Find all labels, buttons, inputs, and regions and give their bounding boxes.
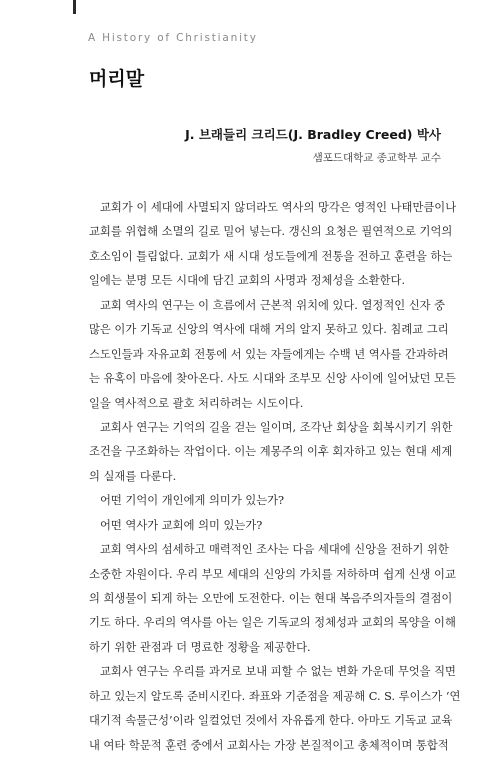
body-line: 하고 있는지 알도록 준비시킨다. 좌표와 기준점을 제공해 C. S. 루이스가 ‘연 [89, 689, 461, 703]
body-line: 는 유혹이 마음에 찾아온다. 사도 시대와 조부모 신앙 사이에 일어났던 모든 [89, 372, 456, 386]
body-line: 일을 역사적으로 괄호 처리하려는 시도이다. [89, 396, 304, 410]
body-line: 하기 위한 관점과 더 명료한 정황을 제공한다. [89, 640, 311, 654]
body-line: 어떤 기억이 개인에게 의미가 있는가? [100, 494, 285, 508]
chapter-title: 머리말 [89, 68, 145, 90]
body-line: 어떤 역사가 교회에 의미 있는가? [100, 518, 263, 532]
body-text [89, 196, 461, 758]
body-line: 교회사 연구는 기억의 길을 걷는 일이며, 조각난 회상을 회복시키기 위한 [100, 420, 453, 434]
body-line: 호소임이 틀림없다. 교회가 새 시대 성도들에게 전통을 전하고 훈련을 하는 [89, 249, 453, 263]
author-affiliation: 샘포드대학교 종교학부 교수 [312, 152, 441, 164]
body-line: 내 여타 학문적 훈련 중에서 교회사는 가장 본질적이고 총체적이며 통합적 [89, 738, 449, 752]
margin-rule [73, 0, 76, 14]
body-line: 교회사 연구는 우리를 과거로 보내 피할 수 없는 변화 가운데 무엇을 직면 [100, 665, 456, 679]
body-line: 일에는 분명 모든 시대에 담긴 교회의 사명과 정체성을 소환한다. [89, 274, 406, 288]
running-head: A History of Christianity [88, 32, 258, 44]
body-line: 대기적 속물근성’이라 일컬었던 것에서 자유롭게 한다. 아마도 기독교 교육 [89, 714, 453, 728]
author-name: J. 브래들리 크리드(J. Bradley Creed) 박사 [185, 127, 441, 142]
body-line: 스도인들과 자유교회 전통에 서 있는 자들에게는 수백 년 역사를 간과하려 [89, 347, 449, 361]
body-line: 교회를 위협해 소멸의 길로 밀어 넣는다. 갱신의 요청은 필연적으로 기억의 [89, 225, 453, 239]
body-line: 의 희생물이 되게 하는 오만에 도전한다. 이는 현대 복음주의자들의 결점이 [89, 592, 453, 605]
body-line: 조건을 구조화하는 작업이다. 이는 계몽주의 이후 회자하고 있는 현대 세계 [89, 445, 453, 459]
body-line: 소중한 자원이다. 우리 부모 세대의 신앙의 가치를 저하하며 쉽게 신생 이교 [89, 567, 456, 581]
body-line: 많은 이가 기독교 신앙의 역사에 대해 거의 알지 못하고 있다. 침례교 그리 [89, 323, 449, 337]
byline [185, 125, 441, 167]
body-line: 의 실재를 다룬다. [89, 469, 177, 483]
body-line: 교회가 이 세대에 사멸되지 않더라도 역사의 망각은 영적인 나태만큼이나 [100, 201, 457, 214]
body-line: 기도 하다. 우리의 역사를 아는 일은 기독교의 정체성과 교회의 목양을 이해 [89, 616, 456, 630]
body-line: 교회 역사의 연구는 이 흐름에서 근본적 위치에 있다. 열정적인 신자 중 [100, 298, 446, 312]
body-line: 교회 역사의 섬세하고 매력적인 조사는 다음 세대에 신앙을 전하기 위한 [100, 543, 449, 557]
